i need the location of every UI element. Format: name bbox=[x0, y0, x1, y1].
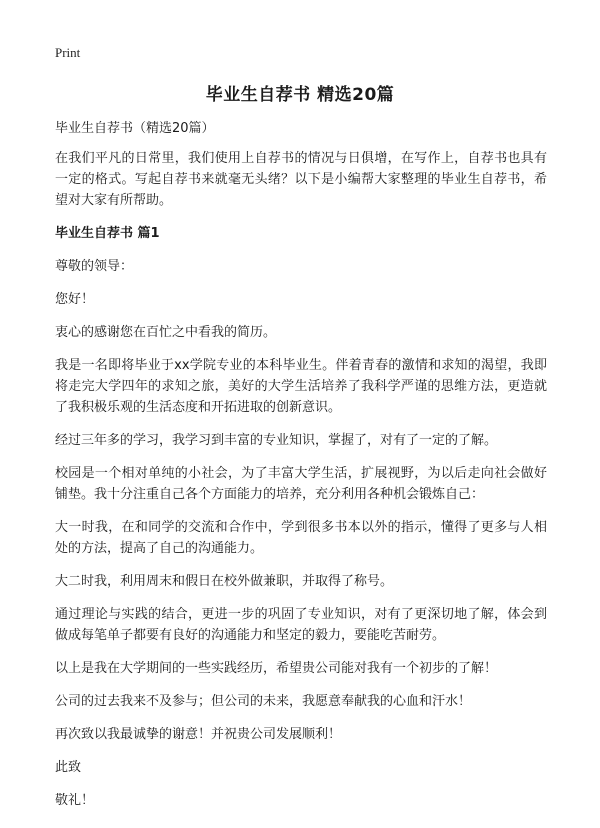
page-title: 毕业生自荐书 精选20篇 bbox=[205, 85, 395, 105]
body-paragraph: 再次致以我最诚挚的谢意！并祝贵公司发展顺利！ bbox=[55, 727, 342, 742]
body-paragraph: 我是一名即将毕业于xx学院专业的本科毕业生。伴着青春的激情和求知的渴望，我即将走完大学四年的求知之旅，美好的大学生活培养了我科学严谨的思维方法，更造就了我积极乐观的生活态度和开拓进取的创新意识。 bbox=[55, 358, 547, 415]
closing-salute: 敬礼！ bbox=[55, 793, 95, 808]
document-subtitle: 毕业生自荐书（精选20篇） bbox=[55, 121, 215, 136]
body-paragraph: 校园是一个相对单纯的小社会，为了丰富大学生活，扩展视野，为以后走向社会做好铺垫。我十分注重自己各个方面能力的培养，充分利用各种机会锻炼自己： bbox=[55, 466, 547, 502]
closing-line: 此致 bbox=[55, 760, 82, 775]
print-link[interactable]: Print bbox=[55, 45, 81, 60]
body-paragraph: 以上是我在大学期间的一些实践经历，希望贵公司能对我有一个初步的了解！ bbox=[55, 661, 498, 676]
document-body bbox=[55, 118, 547, 823]
intro-paragraph: 在我们平凡的日常里，我们使用上自荐书的情况与日俱增，在写作上，自荐书也具有一定的格式。写起自荐书来就毫无头绪？以下是小编帮大家整理的毕业生自荐书，希望对大家有所帮助。 bbox=[55, 151, 547, 208]
body-paragraph: 衷心的感谢您在百忙之中看我的简历。 bbox=[55, 325, 277, 340]
body-paragraph: 大二时我，利用周末和假日在校外做兼职，并取得了称号。 bbox=[55, 574, 394, 589]
body-paragraph: 大一时我，在和同学的交流和合作中，学到很多书本以外的指示，懂得了更多与人相处的方法，提高了自己的沟通能力。 bbox=[55, 520, 547, 556]
section-heading: 毕业生自荐书 篇1 bbox=[55, 226, 160, 241]
greeting: 您好！ bbox=[55, 292, 95, 307]
salutation: 尊敬的领导： bbox=[55, 259, 134, 274]
body-paragraph: 公司的过去我来不及参与；但公司的未来，我愿意奉献我的心血和汗水！ bbox=[55, 694, 472, 709]
body-paragraph: 经过三年多的学习，我学习到丰富的专业知识，掌握了，对有了一定的了解。 bbox=[55, 433, 498, 448]
body-paragraph: 通过理论与实践的结合，更进一步的巩固了专业知识，对有了更深切地了解，体会到做成每笔单子都要有良好的沟通能力和坚定的毅力，要能吃苦耐劳。 bbox=[55, 607, 547, 643]
